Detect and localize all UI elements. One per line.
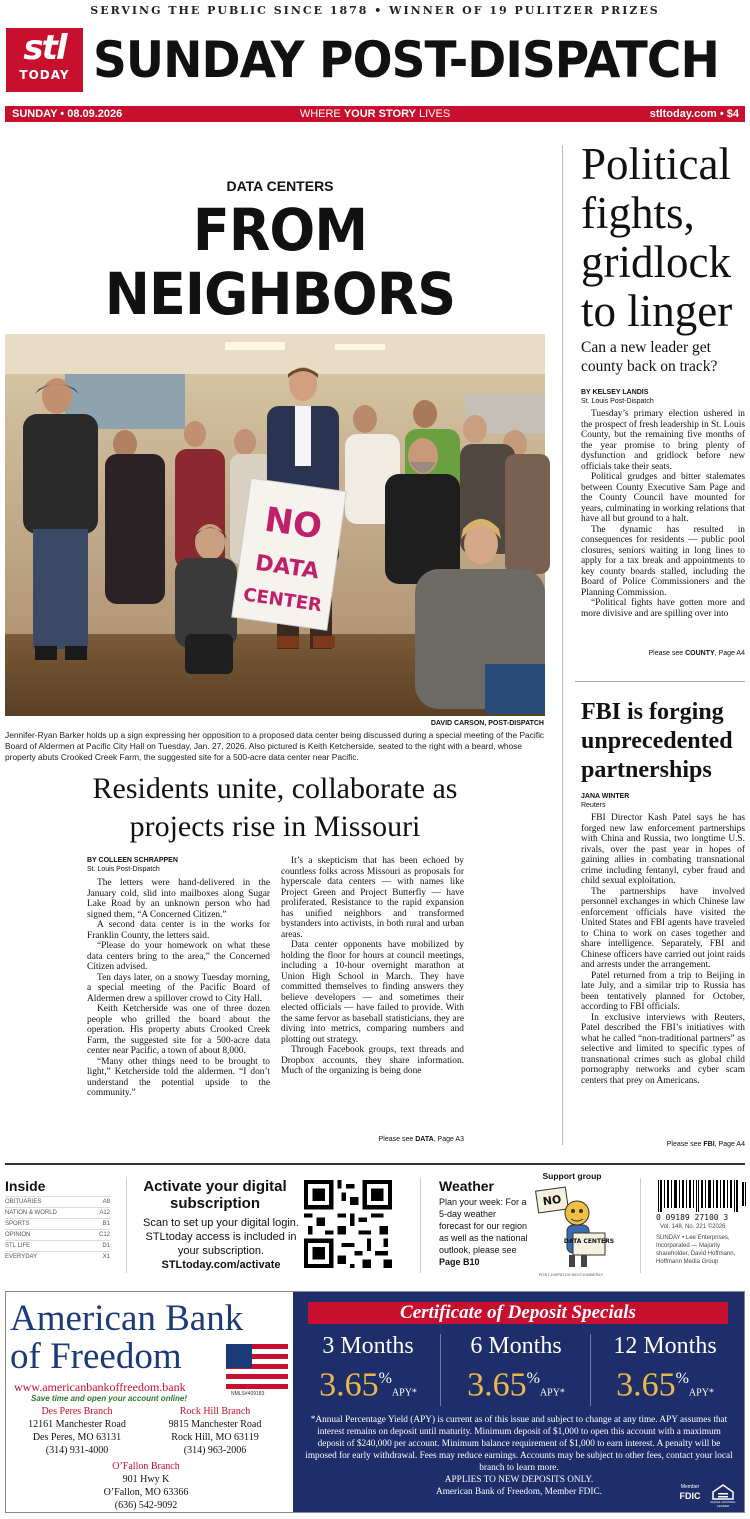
- side2-paragraph: In exclusive interviews with Reuters, Patel described the FBI’s initiatives with what he called “non-traditional partners” as selective and limited to specific types of transnational crimes such as global child pornography networks and cyber scam centers that prey on Americans.: [581, 1012, 745, 1086]
- lead-paragraph: Keith Ketcherside was one of three dozen people who grilled the board about the operation. His property abuts Crooked Creek Farm, the suggested site for a 500-acre data center near Pacific, a town of about 8,000.: [87, 1004, 270, 1056]
- inside-index-row[interactable]: [5, 1196, 110, 1207]
- lead-paragraph: “Please do your homework on what these data centers bring to the area,” the Concerned Citizen advised.: [87, 941, 270, 972]
- jump-pre: Please see: [378, 1136, 416, 1143]
- cd-term-rate: [446, 1360, 586, 1412]
- lead-paragraph: “Many other things need to be brought to light,” Ketcherside told the aldermen. “I don’t understand the potential upside to the community.”: [87, 1056, 270, 1098]
- index-page: A12: [99, 1210, 110, 1216]
- side-story-1-headline[interactable]: Political fights, gridlock to linger: [581, 139, 733, 336]
- branch-ofallon: [76, 1460, 216, 1512]
- branch-des-peres: [12, 1405, 142, 1457]
- bank-name-line1: American Bank: [10, 1298, 244, 1339]
- ad-bank-panel: [6, 1292, 293, 1512]
- flag-icon: [226, 1344, 288, 1390]
- new-deposits-note: APPLIES TO NEW DEPOSITS ONLY.: [444, 1475, 594, 1485]
- cd-banner: Certificate of Deposit Specials: [308, 1302, 728, 1324]
- weather-page[interactable]: Page B10: [439, 1257, 480, 1267]
- branch-address: 12161 Manchester Road: [28, 1419, 126, 1430]
- branch-phone[interactable]: (314) 931-4000: [45, 1445, 109, 1456]
- side1-paragraph: Political grudges and bitter stalemates between County Executive Sam Page and the County Council have mounted for years, culminating in working relations that have all but ground to a halt.: [581, 472, 745, 524]
- side1-byline-name: BY KELSEY LANDIS: [581, 389, 649, 396]
- bank-url[interactable]: www.americanbankoffreedom.bank: [14, 1380, 186, 1394]
- sign-word-no: NO: [262, 499, 325, 548]
- cartoon-credit: POST-DISPATCH NEXT-KIMBERLY: [538, 1272, 604, 1277]
- rate-apy: APY*: [539, 1387, 565, 1399]
- logo-today-text: TODAY: [19, 68, 70, 82]
- inside-index-row[interactable]: [5, 1207, 110, 1218]
- side1-jump-line[interactable]: [581, 650, 745, 657]
- column-divider: [562, 145, 563, 1145]
- activate-text: Scan to set up your digital login. STLtoday access is included in your subscription.: [143, 1217, 299, 1257]
- slogan-pre: WHERE: [299, 108, 344, 120]
- jump-pre: Please see: [648, 650, 686, 657]
- sign-word-center: CENTER: [241, 584, 324, 617]
- side-story-1-body: [581, 409, 745, 619]
- bank-name-line2: of Freedom: [10, 1336, 182, 1377]
- activate-link[interactable]: STLtoday.com/activate: [161, 1259, 281, 1271]
- side2-byline-org: Reuters: [581, 802, 606, 809]
- barcode-icon: [656, 1180, 748, 1212]
- lead-column-2: [281, 856, 464, 1077]
- lead-subhead[interactable]: Residents unite, collaborate as projects rise in Missouri: [92, 772, 458, 843]
- side2-paragraph: FBI Director Kash Patel says he has forged new law enforcement partnerships with China and Russia, two longtime U.S. rivals, over the past year in hopes of gaining allies in combating transnational crime including fentanyl, cyber fraud and child sexual exploitation.: [581, 813, 745, 886]
- cd-disclaimer: [303, 1414, 735, 1498]
- rate-value: 3.65: [616, 1366, 676, 1404]
- side-divider: [575, 681, 745, 682]
- cartoon-title: Support group: [542, 1171, 602, 1181]
- jump-key: DATA: [415, 1136, 434, 1143]
- cartoon-sign-no: NO: [541, 1192, 563, 1209]
- bank-advertisement[interactable]: [5, 1291, 745, 1513]
- lead-jump-line[interactable]: [300, 1136, 464, 1143]
- inside-index-row[interactable]: [5, 1229, 110, 1240]
- strip-divider: [126, 1178, 127, 1273]
- disclaimer-text: *Annual Percentage Yield (APY) is current as of this issue and subject to change at any time. APY assumes that interest remains on deposit until maturity. Minimum deposit of $1,000 to open this account with a maximum deposit of $240,000 per account. Minimum balance requirement of $1,000 to earn interest. A penalty will be imposed for early withdrawal. Fees may reduce earnings. Accounts may be subject to other fees, contact your local branch to learn more.: [305, 1415, 733, 1473]
- index-page: A8: [102, 1199, 110, 1205]
- jump-key: FBI: [703, 1141, 715, 1148]
- side2-paragraph: The partnerships have involved personnel exchanges in which Chinese law enforcement officials have visited the United States and FBI agents have traveled to China to work on cases together and share intelligence. Separately, FBI and Chinese officers have carried out joint raids and arrests under the arrangement.: [581, 886, 745, 970]
- weather-text: Plan your week: For a 5-day weather forecast for our region as well as the national outlook, please see: [439, 1197, 528, 1255]
- photo-caption: Jennifer-Ryan Barker holds up a sign expressing her opposition to a proposed data center being discussed during a special meeting of the Pacific Board of Aldermen at Pacific City Hall on Tuesday, Jan. 27, 2026. Also pictured is Keith Ketcherside, seated to the right with a beard, whose property abuts Crooked Creek Farm, the suggested site for a 500-acre data center near Pacific.: [5, 730, 545, 762]
- logo-stl-text: stl: [23, 28, 66, 68]
- equal-housing-icon: [710, 1484, 736, 1508]
- rate-apy: APY*: [688, 1387, 714, 1399]
- inside-index-row[interactable]: [5, 1240, 110, 1251]
- lead-byline-org: St. Louis Post-Dispatch: [87, 866, 160, 873]
- edition-date: SUNDAY • 08.09.2026: [12, 108, 123, 120]
- paper-nameplate: SUNDAY POST-DISPATCH: [93, 31, 719, 89]
- slogan-post: LIVES: [415, 108, 451, 120]
- side-story-2-headline[interactable]: FBI is forging unprecedented partnerships: [581, 699, 733, 783]
- cd-term-months: 3 Months: [322, 1333, 414, 1359]
- member-fdic-note: American Bank of Freedom, Member FDIC.: [435, 1487, 602, 1497]
- editorial-cartoon[interactable]: [533, 1183, 615, 1273]
- lead-column-1: [87, 878, 270, 1099]
- cd-rates-panel: [293, 1292, 744, 1512]
- branch-phone[interactable]: (636) 542-9092: [114, 1500, 178, 1511]
- lead-headline-line1: FROM NEIGHBORS: [104, 196, 456, 328]
- side2-byline-name: JANA WINTER: [581, 793, 630, 800]
- rate-value: 3.65: [467, 1366, 527, 1404]
- index-page: C12: [98, 1232, 110, 1238]
- branch-city: Des Peres, MO 63131: [32, 1432, 122, 1443]
- fdic-mark: FDIC: [679, 1491, 701, 1501]
- inside-title: Inside: [5, 1178, 46, 1194]
- jump-pre: Please see: [666, 1141, 704, 1148]
- stl-today-logo[interactable]: [6, 28, 83, 92]
- strip-top-rule: [5, 1163, 745, 1165]
- branch-rock-hill: [150, 1405, 280, 1457]
- masthead-tagline: SERVING THE PUBLIC SINCE 1878 • WINNER OF 19 PULITZER PRIZES: [90, 4, 660, 17]
- volume-number: Vol. 148, No. 221 ©2026: [660, 1224, 726, 1230]
- barcode-number: 0 09189 27100 3: [656, 1213, 729, 1222]
- qr-code-icon[interactable]: [304, 1180, 392, 1268]
- side-story-1-deck: Can a new leader get county back on track?: [581, 339, 718, 375]
- side-story-2-byline: [581, 792, 746, 810]
- side1-paragraph: The dynamic has resulted in consequences for residents — public pool closures, seniors waiting in long lines to apply for a tax break and appointments to key county boards stalled, including the Board of Police Commissioners and the Planning Commission.: [581, 524, 745, 598]
- index-label: NATION & WORLD: [5, 1210, 57, 1216]
- lead-paragraph: Through Facebook groups, text threads and Dropbox accounts, they share information. Much of the organizing is being done: [281, 1045, 464, 1076]
- lead-kicker: DATA CENTERS: [226, 178, 334, 194]
- cd-term-3mo: [298, 1332, 438, 1412]
- lead-paragraph: Data center opponents have mobilized by holding the floor for hours at council meetings, including a 10-hour overnight marathon at Union High School in March. They have committed themselves to finding answers they believe developers — and sometimes their elected officials — have failed to provide. With the same fervor as baseball statisticians, they are diving into metrics, comparing numbers and plotting out strategy.: [281, 940, 464, 1045]
- side1-byline-org: St. Louis Post-Dispatch: [581, 398, 654, 405]
- branch-address: 9815 Manchester Road: [168, 1419, 262, 1430]
- jump-page: , Page A3: [433, 1136, 464, 1143]
- lead-paragraph: It’s a skepticism that has been echoed by countless folks across Missouri as proposals for hyperscale data centers — with names like Project Green and Project Butterfly — have proliferated. Resistance to the rapid expansion has unified neighbors and transformed bystanders into activists, in both rural and urban areas.: [281, 856, 464, 940]
- branch-city: O’Fallon, MO 63366: [103, 1487, 189, 1498]
- equal-housing-label: EQUAL HOUSING LENDER: [710, 1500, 736, 1508]
- lead-paragraph: A second data center is in the works for Franklin County, the letters said.: [87, 920, 270, 941]
- index-page: D1: [102, 1243, 110, 1249]
- rate-percent: %: [675, 1370, 689, 1387]
- side1-paragraph: “Political fights have gotten more and more divisive and are spilling over into: [581, 598, 745, 619]
- cd-term-months: 12 Months: [613, 1333, 717, 1359]
- side-story-1-byline: [581, 388, 746, 406]
- index-label: OPINION: [5, 1232, 31, 1238]
- photo-credit: DAVID CARSON, POST-DISPATCH: [430, 720, 544, 727]
- bank-tagline: Save time and open your account online!: [31, 1394, 188, 1403]
- branch-phone[interactable]: (314) 963-2006: [183, 1445, 247, 1456]
- fdic-member: Member: [680, 1484, 700, 1490]
- branch-title: Rock Hill Branch: [179, 1406, 251, 1417]
- branch-title: Des Peres Branch: [41, 1406, 113, 1417]
- index-label: STL LIFE: [5, 1243, 31, 1249]
- branch-title: O’Fallon Branch: [112, 1461, 180, 1472]
- branch-address: 901 Hwy K: [122, 1474, 170, 1485]
- activate-title: Activate your digital subscription: [143, 1178, 287, 1212]
- side-story-2-body: [581, 813, 745, 1086]
- index-label: SPORTS: [5, 1221, 30, 1227]
- lead-photo[interactable]: [5, 334, 545, 716]
- index-label: OBITUARIES: [5, 1199, 42, 1205]
- cd-term-rate: [298, 1360, 438, 1412]
- strip-divider: [420, 1178, 421, 1273]
- side2-paragraph: Patel returned from a trip to Beijing in late July, and a similar trip to Russia has been tentatively planned for October, according to FBI officials.: [581, 970, 745, 1012]
- meeting-crowd-image: [5, 334, 545, 716]
- sign-word-data: DATA: [253, 550, 321, 585]
- fdic-icon: [677, 1484, 703, 1501]
- inside-index-row[interactable]: [5, 1218, 110, 1229]
- inside-index-row[interactable]: [5, 1251, 110, 1262]
- term-divider: [590, 1334, 591, 1406]
- cd-term-12mo: [595, 1332, 735, 1412]
- nmls-number: NMLS#409183: [231, 1391, 265, 1397]
- index-label: EVERYDAY: [5, 1254, 38, 1260]
- index-page: X1: [102, 1254, 110, 1260]
- slogan-bold: YOUR STORY: [343, 108, 416, 120]
- cd-term-months: 6 Months: [470, 1333, 562, 1359]
- lead-paragraph: The letters were hand-delivered in the January cold, slid into mailboxes along Sugar Lake Road by an unknown person who had signed them, “A Concerned Citizen.”: [87, 878, 270, 920]
- rate-percent: %: [378, 1370, 392, 1387]
- lead-byline: [87, 856, 267, 874]
- site-price[interactable]: stltoday.com • $4: [649, 108, 739, 120]
- dateline-bar: [5, 106, 745, 122]
- jump-page: , Page A4: [714, 650, 745, 657]
- jump-key: COUNTY: [685, 650, 715, 657]
- jump-page: , Page A4: [714, 1141, 745, 1148]
- index-page: B1: [102, 1221, 110, 1227]
- cd-term-6mo: [446, 1332, 586, 1412]
- weather-title: Weather: [439, 1178, 494, 1194]
- cd-term-rate: [595, 1360, 735, 1412]
- side1-paragraph: Tuesday’s primary election ushered in the prospect of fresh leadership in St. Louis County, but the remaining five months of the year promise to bring plenty of dysfunction and gridlock before new officials take their seats.: [581, 409, 745, 472]
- activate-body: [140, 1216, 302, 1272]
- rate-value: 3.65: [319, 1366, 379, 1404]
- ownership-notice: SUNDAY • Lee Enterprises, Incorporated — Majority shareholder, David Hoffmann, Hoffmann Media Group: [656, 1235, 736, 1265]
- lead-paragraph: Ten days later, on a snowy Tuesday morning, a special meeting of the Pacific Board of Aldermen drew a spillover crowd to City Hall.: [87, 972, 270, 1004]
- rate-apy: APY*: [391, 1387, 417, 1399]
- cartoon-sign-data-centers: DATA CENTERS: [563, 1238, 615, 1245]
- term-divider: [440, 1334, 441, 1406]
- weather-body: [439, 1196, 529, 1268]
- slogan: [5, 106, 745, 122]
- side2-jump-line[interactable]: [581, 1141, 745, 1148]
- lead-byline-name: BY COLLEEN SCHRAPPEN: [87, 857, 178, 864]
- branch-city: Rock Hill, MO 63119: [171, 1432, 259, 1443]
- rate-percent: %: [526, 1370, 540, 1387]
- strip-divider: [640, 1178, 641, 1273]
